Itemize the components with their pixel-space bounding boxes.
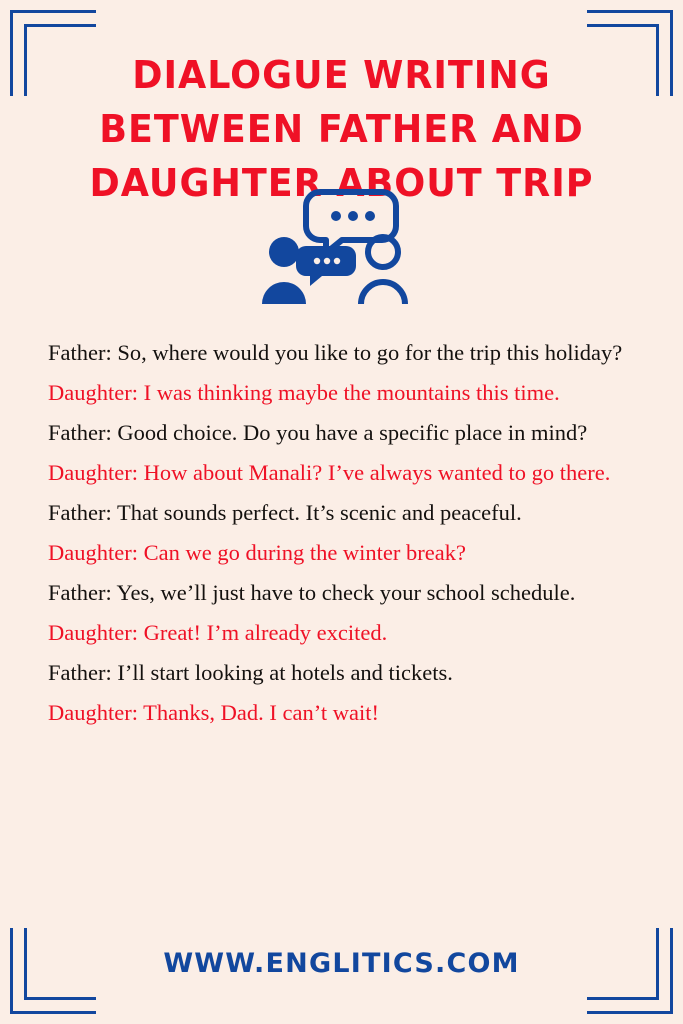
dialogue-line: Daughter: I was thinking maybe the mountains this time.: [48, 380, 560, 406]
dialogue-line: Daughter: Thanks, Dad. I can’t wait!: [48, 700, 379, 726]
dialogue-line: Daughter: Great! I’m already excited.: [48, 620, 388, 646]
dialogue-line: Daughter: Can we go during the winter break?: [48, 540, 466, 566]
two-people-speech-bubbles-icon: [262, 188, 422, 308]
dialogue-line: Father: I’ll start looking at hotels and tickets.: [48, 660, 453, 686]
dialogue-line: Father: So, where would you like to go for the trip this holiday?: [48, 340, 623, 365]
dialogue-line: Daughter: How about Manali? I’ve always wanted to go there.: [48, 460, 611, 486]
dialogue-body: [48, 333, 648, 733]
dialogue-line: Father: That sounds perfect. It’s scenic and peaceful.: [48, 500, 522, 526]
conversation-illustration: [0, 188, 683, 308]
website-footer: WWW.ENGLITICS.COM: [163, 948, 520, 979]
dialogue-line: Father: Yes, we’ll just have to check your school schedule.: [48, 580, 576, 606]
page-title: DIALOGUE WRITING BETWEEN FATHER AND DAUGHTER ABOUT TRIP: [89, 53, 594, 206]
dialogue-line: Father: Good choice. Do you have a specific place in mind?: [48, 420, 588, 446]
